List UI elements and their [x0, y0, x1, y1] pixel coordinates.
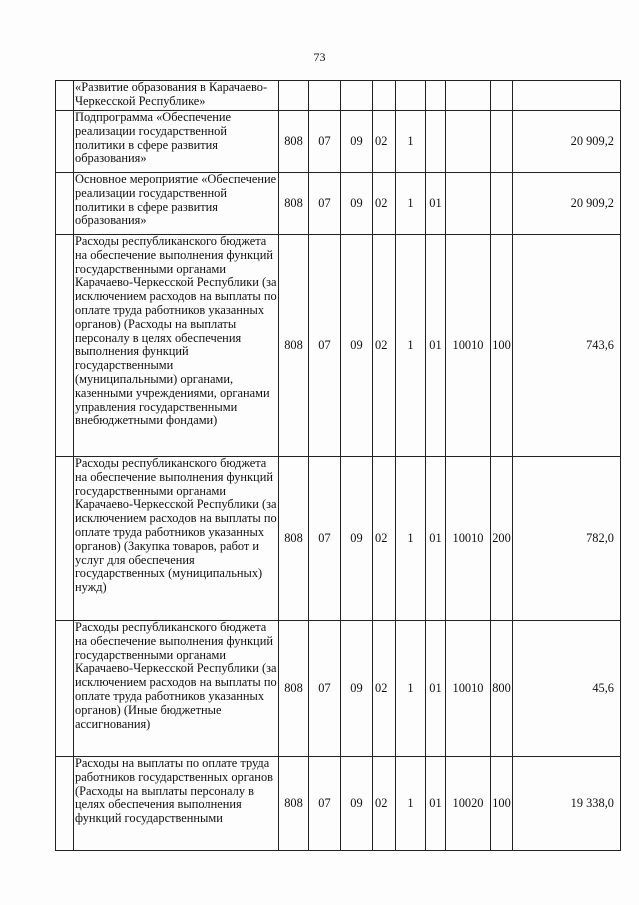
program-code-cell: 02 — [373, 621, 396, 757]
section-code-cell: 07 — [309, 111, 341, 173]
subprogram-code-cell: 1 — [396, 757, 426, 851]
main-activity-code-cell: 01 — [426, 621, 446, 757]
direction-code-cell — [446, 173, 491, 235]
subsection-code-cell: 09 — [341, 457, 373, 621]
table-row — [56, 173, 621, 235]
section-code-cell: 07 — [309, 173, 341, 235]
budget-table — [55, 80, 621, 851]
expense-name-cell: Основное мероприятие «Обеспечение реализации государственной политики в сфере развития образования» — [74, 173, 279, 235]
row-number-cell — [56, 621, 74, 757]
subsection-code-cell: 09 — [341, 111, 373, 173]
subsection-code-cell — [341, 81, 373, 111]
main-activity-code-cell: 01 — [426, 173, 446, 235]
direction-code-cell: 10010 — [446, 235, 491, 457]
row-number-cell — [56, 235, 74, 457]
ministry-code-cell: 808 — [279, 235, 309, 457]
expense-name-cell: Расходы на выплаты по оплате труда работников государственных органов (Расходы на выплаты персоналу в целях обеспечения выполнения функций государственными — [74, 757, 279, 851]
program-code-cell: 02 — [373, 457, 396, 621]
expense-type-code-cell — [491, 111, 513, 173]
program-code-cell: 02 — [373, 173, 396, 235]
program-code-cell: 02 — [373, 235, 396, 457]
program-code-cell: 02 — [373, 111, 396, 173]
row-number-cell — [56, 111, 74, 173]
direction-code-cell: 10010 — [446, 621, 491, 757]
expense-type-code-cell: 800 — [491, 621, 513, 757]
program-code-cell — [373, 81, 396, 111]
table-row — [56, 81, 621, 111]
main-activity-code-cell: 01 — [426, 457, 446, 621]
expense-name-cell: Расходы республиканского бюджета на обеспечение выполнения функций государственными органами Карачаево-Черкесской Республики (за исключением расходов на выплаты по оплате труда работников указанных органов) (Иные бюджетные ассигнования) — [74, 621, 279, 757]
subprogram-code-cell: 1 — [396, 621, 426, 757]
row-number-cell — [56, 173, 74, 235]
section-code-cell: 07 — [309, 457, 341, 621]
expense-name-cell: Расходы республиканского бюджета на обеспечение выполнения функций государственными органами Карачаево-Черкесской Республики (за исключением расходов на выплаты по оплате труда работников указанных органов) (Закупка товаров, работ и услуг для обеспечения государственных (муниципальных) нужд) — [74, 457, 279, 621]
ministry-code-cell: 808 — [279, 457, 309, 621]
ministry-code-cell: 808 — [279, 757, 309, 851]
expense-type-code-cell: 100 — [491, 757, 513, 851]
section-code-cell: 07 — [309, 621, 341, 757]
subsection-code-cell: 09 — [341, 235, 373, 457]
amount-cell: 45,6 — [513, 621, 621, 757]
expense-name-cell: Подпрограмма «Обеспечение реализации государственной политики в сфере развития образования» — [74, 111, 279, 173]
direction-code-cell: 10020 — [446, 757, 491, 851]
subprogram-code-cell: 1 — [396, 235, 426, 457]
amount-cell: 782,0 — [513, 457, 621, 621]
ministry-code-cell: 808 — [279, 111, 309, 173]
amount-cell: 20 909,2 — [513, 173, 621, 235]
main-activity-code-cell — [426, 81, 446, 111]
main-activity-code-cell: 01 — [426, 757, 446, 851]
amount-cell — [513, 81, 621, 111]
amount-cell: 20 909,2 — [513, 111, 621, 173]
subprogram-code-cell: 1 — [396, 457, 426, 621]
page-number: 73 — [313, 50, 326, 64]
table-row — [56, 111, 621, 173]
expense-name-cell: «Развитие образования в Карачаево-Черкесской Республике» — [74, 81, 279, 111]
subsection-code-cell: 09 — [341, 173, 373, 235]
section-code-cell: 07 — [309, 235, 341, 457]
ministry-code-cell — [279, 81, 309, 111]
expense-name-cell: Расходы республиканского бюджета на обеспечение выполнения функций государственными органами Карачаево-Черкесской Республики (за исключением расходов на выплаты по оплате труда работников указанных органов) (Расходы на выплаты персоналу в целях обеспечения выполнения функций государственными (муниципальными) органами, казенными учреждениями, органами управления государственными внебюджетными фондами) — [74, 235, 279, 457]
table-row — [56, 757, 621, 851]
row-number-cell — [56, 457, 74, 621]
row-number-cell — [56, 81, 74, 111]
subprogram-code-cell: 1 — [396, 173, 426, 235]
subprogram-code-cell — [396, 81, 426, 111]
section-code-cell: 07 — [309, 757, 341, 851]
subsection-code-cell: 09 — [341, 757, 373, 851]
subprogram-code-cell: 1 — [396, 111, 426, 173]
table-row — [56, 457, 621, 621]
expense-type-code-cell — [491, 173, 513, 235]
ministry-code-cell: 808 — [279, 621, 309, 757]
subsection-code-cell: 09 — [341, 621, 373, 757]
amount-cell: 19 338,0 — [513, 757, 621, 851]
expense-type-code-cell — [491, 81, 513, 111]
expense-type-code-cell: 100 — [491, 235, 513, 457]
ministry-code-cell: 808 — [279, 173, 309, 235]
table-row — [56, 235, 621, 457]
expense-type-code-cell: 200 — [491, 457, 513, 621]
direction-code-cell: 10010 — [446, 457, 491, 621]
amount-cell: 743,6 — [513, 235, 621, 457]
section-code-cell — [309, 81, 341, 111]
direction-code-cell — [446, 81, 491, 111]
row-number-cell — [56, 757, 74, 851]
table-row — [56, 621, 621, 757]
main-activity-code-cell — [426, 111, 446, 173]
program-code-cell: 02 — [373, 757, 396, 851]
main-activity-code-cell: 01 — [426, 235, 446, 457]
direction-code-cell — [446, 111, 491, 173]
